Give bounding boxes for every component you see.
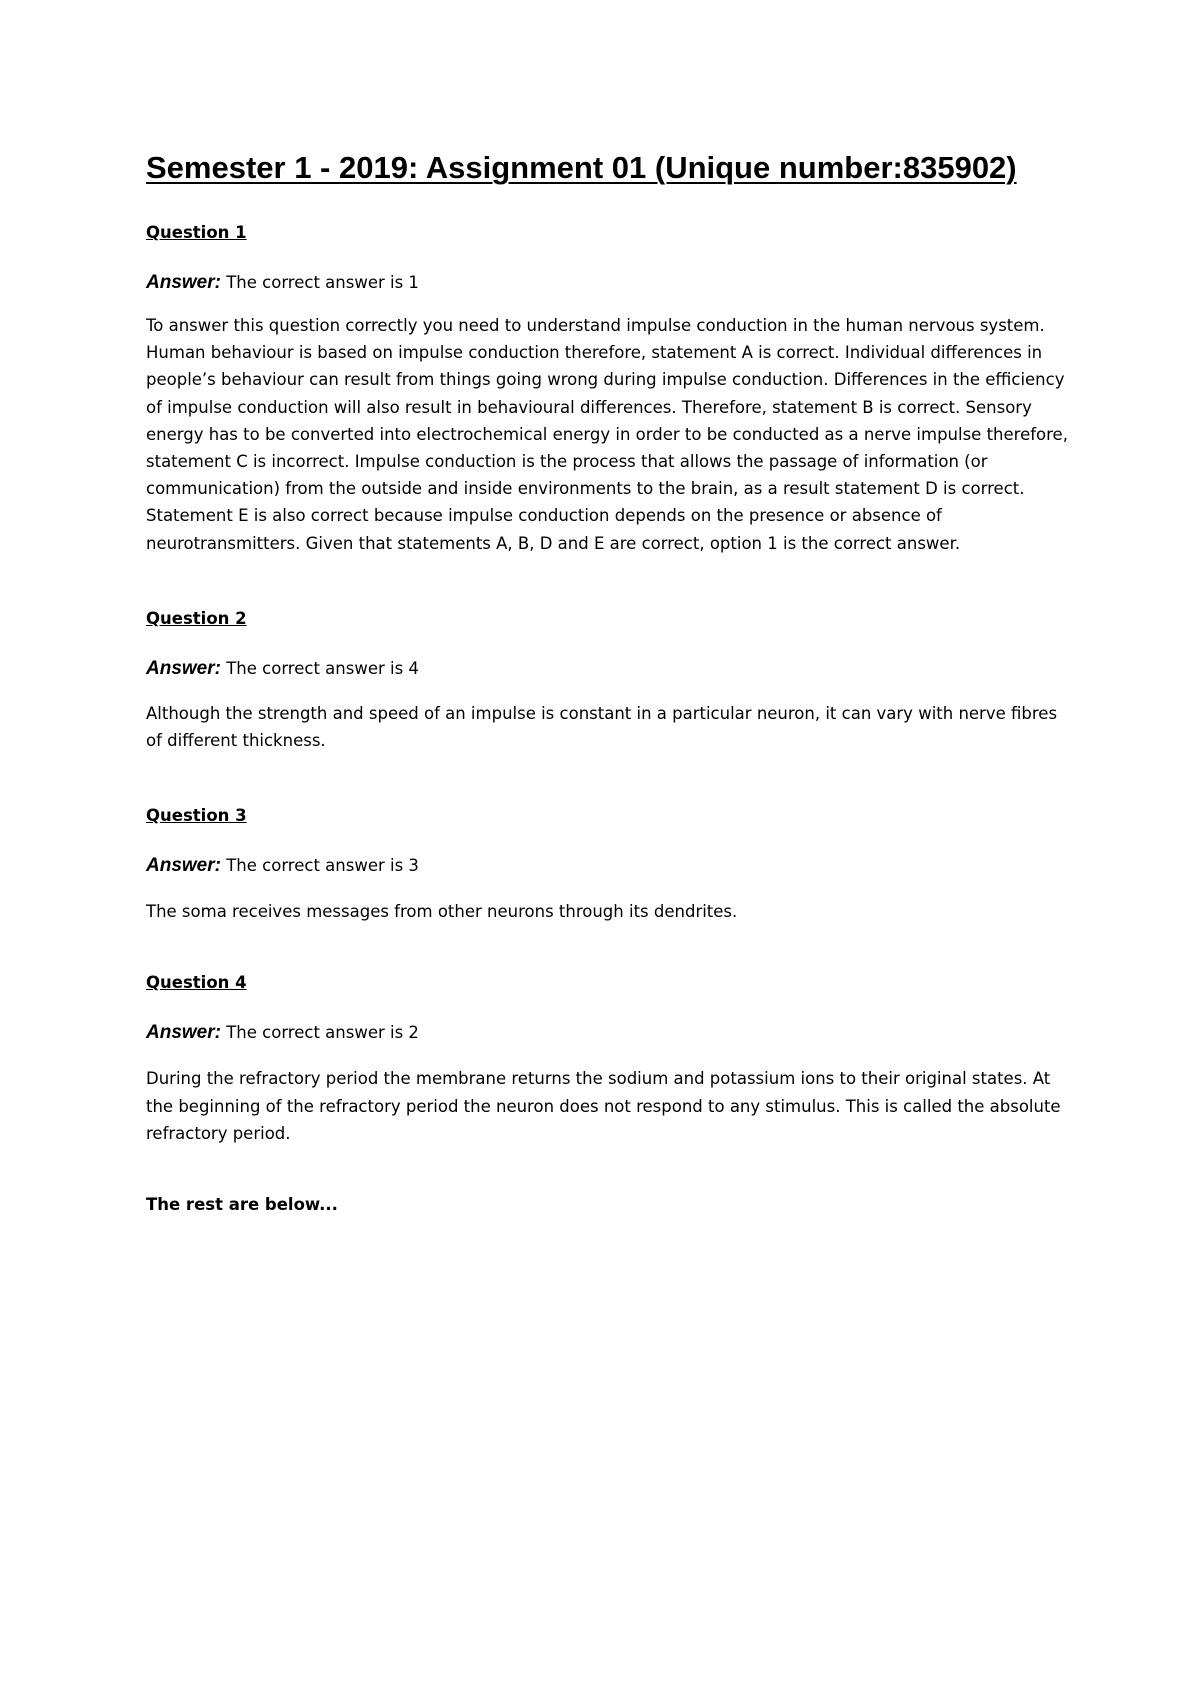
- question-section: [146, 804, 1076, 925]
- answer-label: Answer:: [146, 855, 221, 877]
- answer-line: [146, 657, 1076, 681]
- question-heading: Question 1: [146, 223, 247, 242]
- document-title: Semester 1 - 2019: Assignment 01 (Unique number:835902): [146, 150, 1017, 185]
- answer-explanation: During the refractory period the membrane returns the sodium and potassium ions to their original states. At the beginning of the refractory period the neuron does not respond to any stimulus. This is called the absolute refractory period.: [146, 1069, 1061, 1143]
- answer-explanation: Although the strength and speed of an impulse is constant in a particular neuron, it can vary with nerve fibres of different thickness.: [146, 703, 1058, 751]
- answer-text: The correct answer is 2: [220, 1023, 419, 1043]
- answer-line: [146, 271, 1076, 295]
- answer-text: The correct answer is 3: [220, 856, 419, 876]
- document-page: [146, 148, 1076, 1217]
- answer-explanation: The soma receives messages from other neurons through its dendrites.: [146, 902, 738, 922]
- answer-text: The correct answer is 4: [220, 658, 419, 678]
- answer-label: Answer:: [146, 657, 221, 679]
- question-section: [146, 221, 1076, 557]
- answer-explanation: To answer this question correctly you need to understand impulse conduction in the human nervous system. Human behaviour is based on impulse conduction therefore, statement A is correct. Individual differences in people’s behaviour can result from things going wrong during impulse conduction. Differences in the efficiency of impulse conduction will also result in behavioural differences. Therefore, statement B is correct. Sensory energy has to be converted into electrochemical energy in order to be conducted as a nerve impulse therefore, statement C is incorrect. Impulse conduction is the process that allows the passage of information (or communication) from the outside and inside environments to the brain, as a result statement D is correct. Statement E is also correct because impulse conduction depends on the presence or absence of neurotransmitters. Given that statements A, B, D and E are correct, option 1 is the correct answer.: [146, 316, 1068, 553]
- question-heading: Question 4: [146, 973, 247, 993]
- answer-label: Answer:: [146, 272, 221, 293]
- answer-line: [146, 1021, 1076, 1045]
- question-section: [146, 607, 1076, 754]
- answer-text: The correct answer is 1: [220, 273, 419, 292]
- continuation-note: The rest are below...: [146, 1195, 338, 1215]
- question-heading: Question 3: [146, 806, 247, 826]
- answer-line: [146, 854, 1076, 878]
- question-heading: Question 2: [146, 608, 247, 628]
- question-section: [146, 971, 1076, 1147]
- answer-label: Answer:: [146, 1022, 221, 1044]
